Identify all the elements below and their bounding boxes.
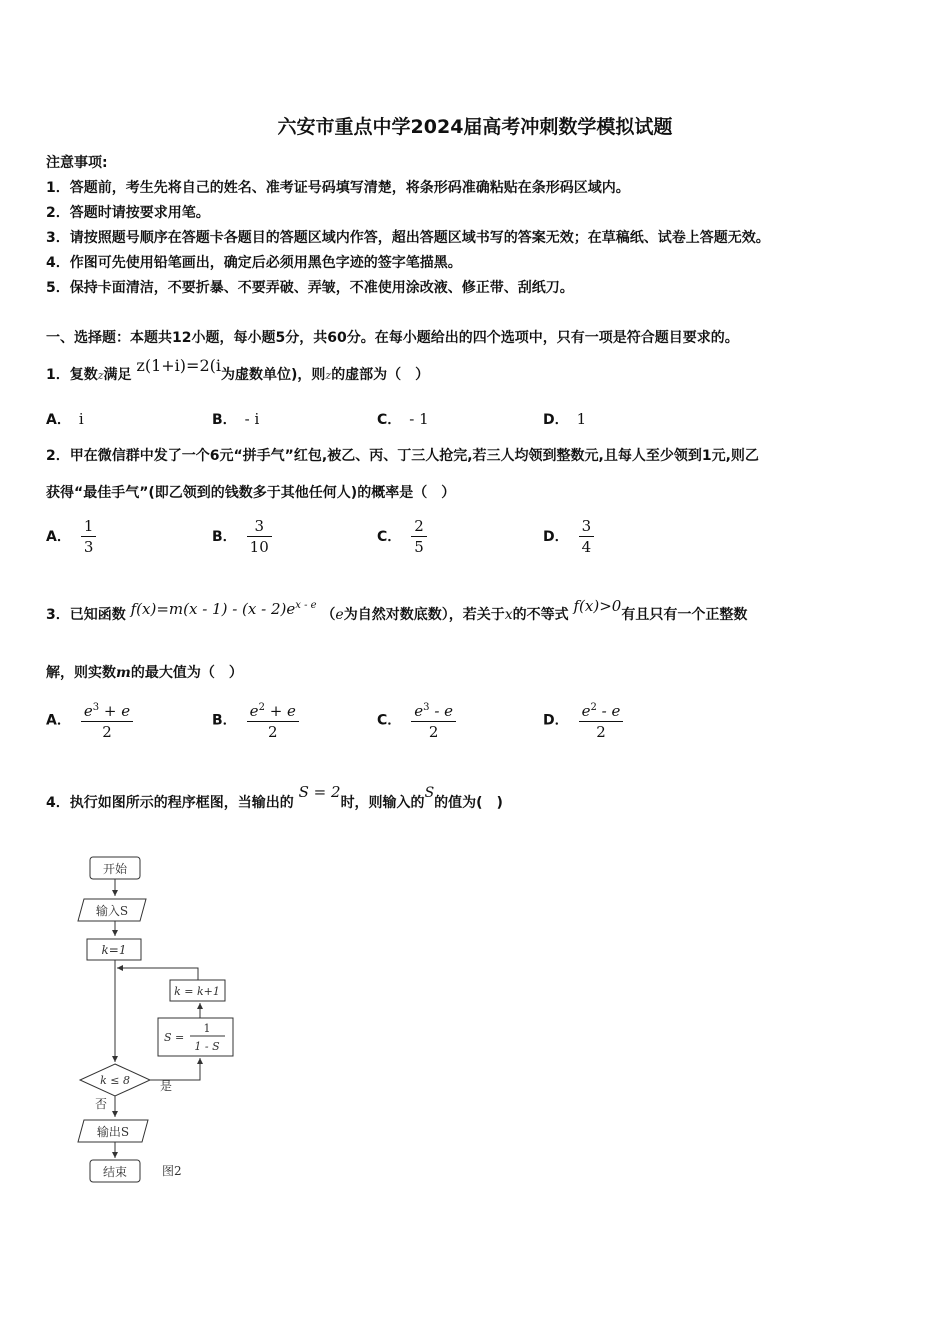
note-item-5: 5．保持卡面清洁，不要折暴、不要弄破、弄皱，不准使用涂改液、修正带、刮纸刀。 bbox=[46, 280, 574, 296]
note-item-3: 3．请按照题号顺序在答题卡各题目的答题区域内作答，超出答题区域书写的答案无效；在草稿纸、试卷上答题无效。 bbox=[46, 230, 770, 246]
question-3-line-2: 解，则实数m的最大值为（ ） bbox=[46, 665, 243, 681]
flow-no-label: 否 bbox=[95, 1097, 108, 1111]
q3-option-a[interactable]: A． $\frac{e^3 + e}{2}$ bbox=[46, 698, 133, 742]
q3-inequality: f(x)>0 bbox=[573, 597, 622, 615]
note-item-2: 2．答题时请按要求用笔。 bbox=[46, 205, 210, 221]
q1-var-z2: z bbox=[325, 369, 332, 382]
q1-prefix: 1．复数 bbox=[46, 367, 98, 383]
q1-option-b[interactable]: B． - i bbox=[212, 410, 260, 428]
q1-equation: z(1+i)=2(i bbox=[136, 356, 221, 375]
flow-update-s-num: 1 bbox=[203, 1022, 211, 1035]
notes-heading: 注意事项: bbox=[46, 155, 108, 171]
flow-yes-label: 是 bbox=[160, 1079, 173, 1093]
note-item-4: 4．作图可先使用铅笔画出，确定后必须用黑色字迹的签字笔描黑。 bbox=[46, 255, 462, 271]
question-2-line-1: 2．甲在微信群中发了一个6元“拼手气”红包,被乙、丙、丁三人抢完,若三人均领到整数元,且每人至少领到1元,则乙 bbox=[46, 448, 759, 464]
q1-mid: 满足 bbox=[103, 367, 132, 383]
flow-update-s-den: 1 - S bbox=[194, 1040, 220, 1053]
question-2-line-2: 获得“最佳手气”(即乙领到的钱数多于其他任何人)的概率是（ ） bbox=[46, 485, 456, 501]
section-heading: 一、选择题：本题共12小题，每小题5分，共60分。在每小题给出的四个选项中，只有一项是符合题目要求的。 bbox=[46, 330, 739, 346]
q3-function: $f(x)=m(x - 1) - (x - 2)e^{x - e}$ bbox=[130, 600, 317, 618]
q2-option-c[interactable]: C． $\frac{2}{5}$ bbox=[377, 516, 427, 557]
q2-option-b[interactable]: B． $\frac{3}{10}$ bbox=[212, 516, 272, 557]
q2-option-a[interactable]: A． $\frac{1}{3}$ bbox=[46, 516, 96, 557]
flow-cond-label: k ≤ 8 bbox=[100, 1074, 130, 1087]
flow-caption: 图2 bbox=[162, 1164, 182, 1178]
q1-option-c[interactable]: C． - 1 bbox=[377, 410, 429, 428]
question-3-line-1: 3．已知函数 $f(x)=m(x - 1) - (x - 2)e^{x - e}$ （e为自然对数底数），若关于x的不等式 f(x)>0有且只有一个正整数 bbox=[46, 597, 748, 623]
q3-option-d[interactable]: D． $\frac{e^2 - e}{2}$ bbox=[543, 698, 623, 742]
q2-option-d[interactable]: D． $\frac{3}{4}$ bbox=[543, 516, 594, 557]
flow-end-label: 结束 bbox=[102, 1165, 128, 1179]
flow-init-label: k=1 bbox=[101, 943, 127, 957]
question-4: 4．执行如图所示的程序框图，当输出的 S = 2时，则输入的S的值为( ) bbox=[46, 783, 503, 811]
q4-equation: S = 2 bbox=[298, 783, 341, 801]
q1-var-z: z bbox=[97, 369, 104, 382]
q1-suffix-b: 的虚部为（ ） bbox=[331, 367, 430, 383]
q1-suffix-a: 为虚数单位)，则 bbox=[220, 367, 326, 383]
flow-input-label: 输入S bbox=[95, 904, 129, 918]
q1-option-a[interactable]: A． i bbox=[46, 410, 84, 428]
flow-update-s-lhs: S = bbox=[164, 1031, 185, 1044]
q1-option-d[interactable]: D． 1 bbox=[543, 410, 587, 428]
flow-output-label: 输出S bbox=[96, 1125, 130, 1139]
flowchart bbox=[70, 850, 260, 1190]
flow-start-label: 开始 bbox=[102, 862, 128, 876]
question-1 bbox=[46, 356, 430, 384]
q3-option-b[interactable]: B． $\frac{e^2 + e}{2}$ bbox=[212, 698, 299, 742]
page-title: 六安市重点中学2024届高考冲刺数学模拟试题 bbox=[277, 116, 673, 138]
flow-update-k-label: k = k+1 bbox=[174, 985, 220, 998]
q3-option-c[interactable]: C． $\frac{e^3 - e}{2}$ bbox=[377, 698, 456, 742]
note-item-1: 1．答题前，考生先将自己的姓名、准考证号码填写清楚，将条形码准确粘贴在条形码区域内。 bbox=[46, 180, 630, 196]
